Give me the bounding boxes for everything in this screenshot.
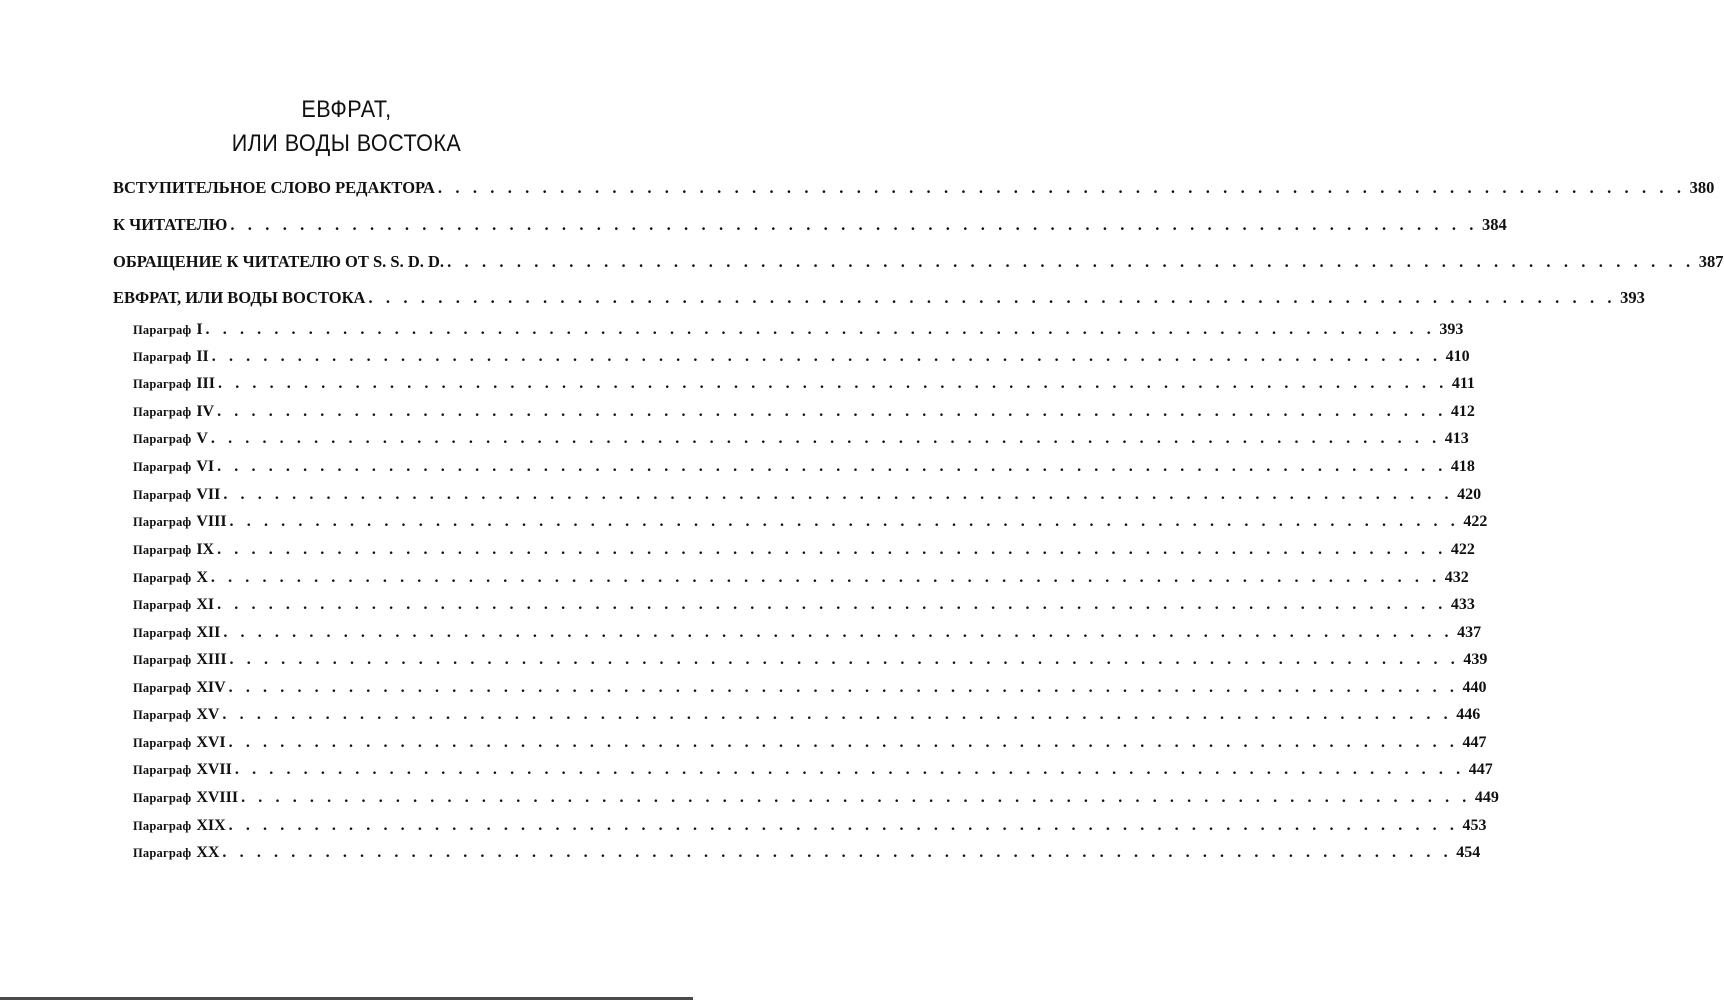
page-title-line-1: ЕВФРАТ, [301, 96, 392, 123]
toc-entry-main[interactable] [113, 215, 1507, 241]
dot-leader: . . . . . . . . . . . . . . . . . . . . . . . . . . . . . . . . . . . . . . . . . . . . . . . . . . . . . . . . . . . . . . . . . . . . . . . . [229, 513, 1460, 530]
paragraph-number: IV [196, 403, 215, 420]
dot-leader: . . . . . . . . . . . . . . . . . . . . . . . . . . . . . . . . . . . . . . . . . . . . . . . . . . . . . . . . . . . . . . . . . . . . . . . . [228, 817, 1459, 834]
paragraph-word: Параграф [133, 846, 192, 860]
toc-entry-paragraph[interactable] [133, 321, 1464, 347]
dot-leader: . . . . . . . . . . . . . . . . . . . . . . . . . . . . . . . . . . . . . . . . . . . . . . . . . . . . . . . . . . . . . . . . . . . . . . . . [210, 430, 1441, 447]
dot-leader: . . . . . . . . . . . . . . . . . . . . . . . . . . . . . . . . . . . . . . . . . . . . . . . . . . . . . . . . . . . . . . . . . . . . . . . . [228, 734, 1459, 751]
paragraph-number: XVIII [196, 789, 239, 806]
toc-entry-label: ЕВФРАТ, ИЛИ ВОДЫ ВОСТОКА [113, 288, 366, 307]
toc-page-number: 413 [1444, 430, 1469, 447]
paragraph-number: XIX [196, 817, 226, 834]
toc-entry-paragraph[interactable] [133, 541, 1475, 567]
toc-page-number: 440 [1462, 679, 1487, 696]
paragraph-number: III [196, 375, 215, 392]
paragraph-word: Параграф [133, 543, 192, 557]
toc-entry-paragraph[interactable] [133, 375, 1475, 401]
page-title-line-2: ИЛИ ВОДЫ ВОСТОКА [231, 130, 462, 157]
toc-page-number: 437 [1457, 624, 1482, 641]
dot-leader: . . . . . . . . . . . . . . . . . . . . . . . . . . . . . . . . . . . . . . . . . . . . . . . . . . . . . . . . . . . . . . . . . . . . . . . . [210, 569, 1441, 586]
paragraph-number: XVI [196, 734, 226, 751]
paragraph-word: Параграф [133, 571, 192, 585]
toc-page-number: 422 [1463, 513, 1488, 530]
dot-leader: . . . . . . . . . . . . . . . . . . . . . . . . . . . . . . . . . . . . . . . . . . . . . . . . . . . . . . . . . . . . . . . . . . . . . . . . [223, 486, 1454, 503]
dot-leader: . . . . . . . . . . . . . . . . . . . . . . . . . . . . . . . . . . . . . . . . . . . . . . . . . . . . . . . . . . . . . . . . . . . . . . . . [222, 706, 1453, 723]
toc-entry-main[interactable] [113, 178, 1715, 204]
dot-leader: . . . . . . . . . . . . . . . . . . . . . . . . . . . . . . . . . . . . . . . . . . . . . . . . . . . . . . . . . . . . . . . . . . . . . . . . [230, 215, 1479, 234]
toc-page-number: 449 [1474, 789, 1499, 806]
paragraph-number: XX [196, 844, 220, 861]
toc-page-number: 422 [1450, 541, 1475, 558]
toc-page-number: 380 [1689, 178, 1715, 197]
toc-entry-paragraph[interactable] [133, 789, 1499, 815]
paragraph-number: XII [196, 624, 221, 641]
toc-page-number: 420 [1457, 486, 1482, 503]
toc-entry-paragraph[interactable] [133, 430, 1469, 456]
toc-entry-paragraph[interactable] [133, 761, 1493, 787]
paragraph-number: I [196, 321, 203, 338]
paragraph-number: II [196, 348, 209, 365]
toc-page-number: 432 [1444, 569, 1469, 586]
toc-entry-paragraph[interactable] [133, 596, 1475, 622]
paragraph-number: IX [196, 541, 215, 558]
toc-entry-paragraph[interactable] [133, 486, 1482, 512]
paragraph-number: VI [196, 458, 215, 475]
paragraph-number: XI [196, 596, 215, 613]
dot-leader: . . . . . . . . . . . . . . . . . . . . . . . . . . . . . . . . . . . . . . . . . . . . . . . . . . . . . . . . . . . . . . . . . . . . . . . . [368, 288, 1617, 307]
paragraph-word: Параграф [133, 488, 192, 502]
toc-page-number: 447 [1468, 761, 1493, 778]
paragraph-word: Параграф [133, 626, 192, 640]
paragraph-word: Параграф [133, 819, 192, 833]
toc-entry-paragraph[interactable] [133, 679, 1487, 705]
paragraph-number: XIV [196, 679, 226, 696]
toc-entry-paragraph[interactable] [133, 844, 1481, 870]
toc-entry-paragraph[interactable] [133, 706, 1481, 732]
toc-entry-paragraph[interactable] [133, 458, 1475, 484]
toc-page-number: 387 [1698, 252, 1724, 271]
paragraph-word: Параграф [133, 736, 192, 750]
dot-leader: . . . . . . . . . . . . . . . . . . . . . . . . . . . . . . . . . . . . . . . . . . . . . . . . . . . . . . . . . . . . . . . . . . . . . . . . [205, 321, 1436, 338]
toc-entry-paragraph[interactable] [133, 403, 1475, 429]
dot-leader: . . . . . . . . . . . . . . . . . . . . . . . . . . . . . . . . . . . . . . . . . . . . . . . . . . . . . . . . . . . . . . . . . . . . . . . . [234, 761, 1465, 778]
toc-entry-paragraph[interactable] [133, 569, 1469, 595]
paragraph-word: Параграф [133, 323, 192, 337]
toc-entry-paragraph[interactable] [133, 651, 1488, 677]
paragraph-number: VII [196, 486, 221, 503]
toc-page-number: 446 [1456, 706, 1481, 723]
dot-leader: . . . . . . . . . . . . . . . . . . . . . . . . . . . . . . . . . . . . . . . . . . . . . . . . . . . . . . . . . . . . . . . . . . . . . . . . [437, 178, 1686, 197]
toc-entry-label: ОБРАЩЕНИЕ К ЧИТАТЕЛЮ ОТ S. S. D. D. [113, 252, 445, 271]
toc-entry-paragraph[interactable] [133, 624, 1482, 650]
paragraph-word: Параграф [133, 791, 192, 805]
toc-entry-paragraph[interactable] [133, 348, 1470, 374]
toc-entry-paragraph[interactable] [133, 513, 1488, 539]
paragraph-number: X [196, 569, 208, 586]
toc-page-number: 412 [1450, 403, 1475, 420]
paragraph-word: Параграф [133, 763, 192, 777]
toc-entry-paragraph[interactable] [133, 734, 1487, 760]
dot-leader: . . . . . . . . . . . . . . . . . . . . . . . . . . . . . . . . . . . . . . . . . . . . . . . . . . . . . . . . . . . . . . . . . . . . . . . . [241, 789, 1471, 806]
toc-page-number: 384 [1482, 215, 1507, 234]
paragraph-word: Параграф [133, 708, 192, 722]
toc-page-number: 433 [1450, 596, 1475, 613]
toc-page-number: 447 [1462, 734, 1487, 751]
paragraph-number: XVII [196, 761, 232, 778]
toc-page-number: 454 [1456, 844, 1481, 861]
paragraph-word: Параграф [133, 598, 192, 612]
toc-page-number: 393 [1439, 321, 1464, 338]
dot-leader: . . . . . . . . . . . . . . . . . . . . . . . . . . . . . . . . . . . . . . . . . . . . . . . . . . . . . . . . . . . . . . . . . . . . . . . . [217, 458, 1447, 475]
toc-entry-main[interactable] [113, 252, 1724, 278]
paragraph-number: VIII [196, 513, 227, 530]
paragraph-word: Параграф [133, 432, 192, 446]
paragraph-number: XV [196, 706, 220, 723]
dot-leader: . . . . . . . . . . . . . . . . . . . . . . . . . . . . . . . . . . . . . . . . . . . . . . . . . . . . . . . . . . . . . . . . . . . . . . . . [223, 624, 1454, 641]
paragraph-word: Параграф [133, 405, 192, 419]
toc-page-number: 393 [1620, 288, 1645, 307]
dot-leader: . . . . . . . . . . . . . . . . . . . . . . . . . . . . . . . . . . . . . . . . . . . . . . . . . . . . . . . . . . . . . . . . . . . . . . . . [217, 403, 1447, 420]
paragraph-word: Параграф [133, 681, 192, 695]
paragraph-number: XIII [196, 651, 227, 668]
paragraph-word: Параграф [133, 515, 192, 529]
toc-page-number: 410 [1445, 348, 1470, 365]
toc-entry-label: К ЧИТАТЕЛЮ [113, 215, 228, 234]
paragraph-word: Параграф [133, 377, 192, 391]
dot-leader: . . . . . . . . . . . . . . . . . . . . . . . . . . . . . . . . . . . . . . . . . . . . . . . . . . . . . . . . . . . . . . . . . . . . . . . . [229, 651, 1460, 668]
dot-leader: . . . . . . . . . . . . . . . . . . . . . . . . . . . . . . . . . . . . . . . . . . . . . . . . . . . . . . . . . . . . . . . . . . . . . . . . [217, 541, 1447, 558]
toc-page-number: 439 [1463, 651, 1488, 668]
dot-leader: . . . . . . . . . . . . . . . . . . . . . . . . . . . . . . . . . . . . . . . . . . . . . . . . . . . . . . . . . . . . . . . . . . . . . . . . [228, 679, 1459, 696]
dot-leader: . . . . . . . . . . . . . . . . . . . . . . . . . . . . . . . . . . . . . . . . . . . . . . . . . . . . . . . . . . . . . . . . . . . . . . . . [217, 596, 1447, 613]
paragraph-word: Параграф [133, 350, 192, 364]
toc-entry-label: ВСТУПИТЕЛЬНОЕ СЛОВО РЕДАКТОРА [113, 178, 435, 197]
paragraph-word: Параграф [133, 460, 192, 474]
toc-page-number: 418 [1450, 458, 1475, 475]
toc-page-number: 453 [1462, 817, 1487, 834]
dot-leader: . . . . . . . . . . . . . . . . . . . . . . . . . . . . . . . . . . . . . . . . . . . . . . . . . . . . . . . . . . . . . . . . . . . . . . . . [447, 252, 1695, 271]
dot-leader: . . . . . . . . . . . . . . . . . . . . . . . . . . . . . . . . . . . . . . . . . . . . . . . . . . . . . . . . . . . . . . . . . . . . . . . . [218, 375, 1448, 392]
paragraph-number: V [196, 430, 208, 447]
dot-leader: . . . . . . . . . . . . . . . . . . . . . . . . . . . . . . . . . . . . . . . . . . . . . . . . . . . . . . . . . . . . . . . . . . . . . . . . [211, 348, 1442, 365]
dot-leader: . . . . . . . . . . . . . . . . . . . . . . . . . . . . . . . . . . . . . . . . . . . . . . . . . . . . . . . . . . . . . . . . . . . . . . . . [222, 844, 1453, 861]
toc-entry-paragraph[interactable] [133, 817, 1487, 843]
toc-page-number: 411 [1451, 375, 1475, 392]
toc-entry-main[interactable] [113, 288, 1645, 314]
paragraph-word: Параграф [133, 653, 192, 667]
